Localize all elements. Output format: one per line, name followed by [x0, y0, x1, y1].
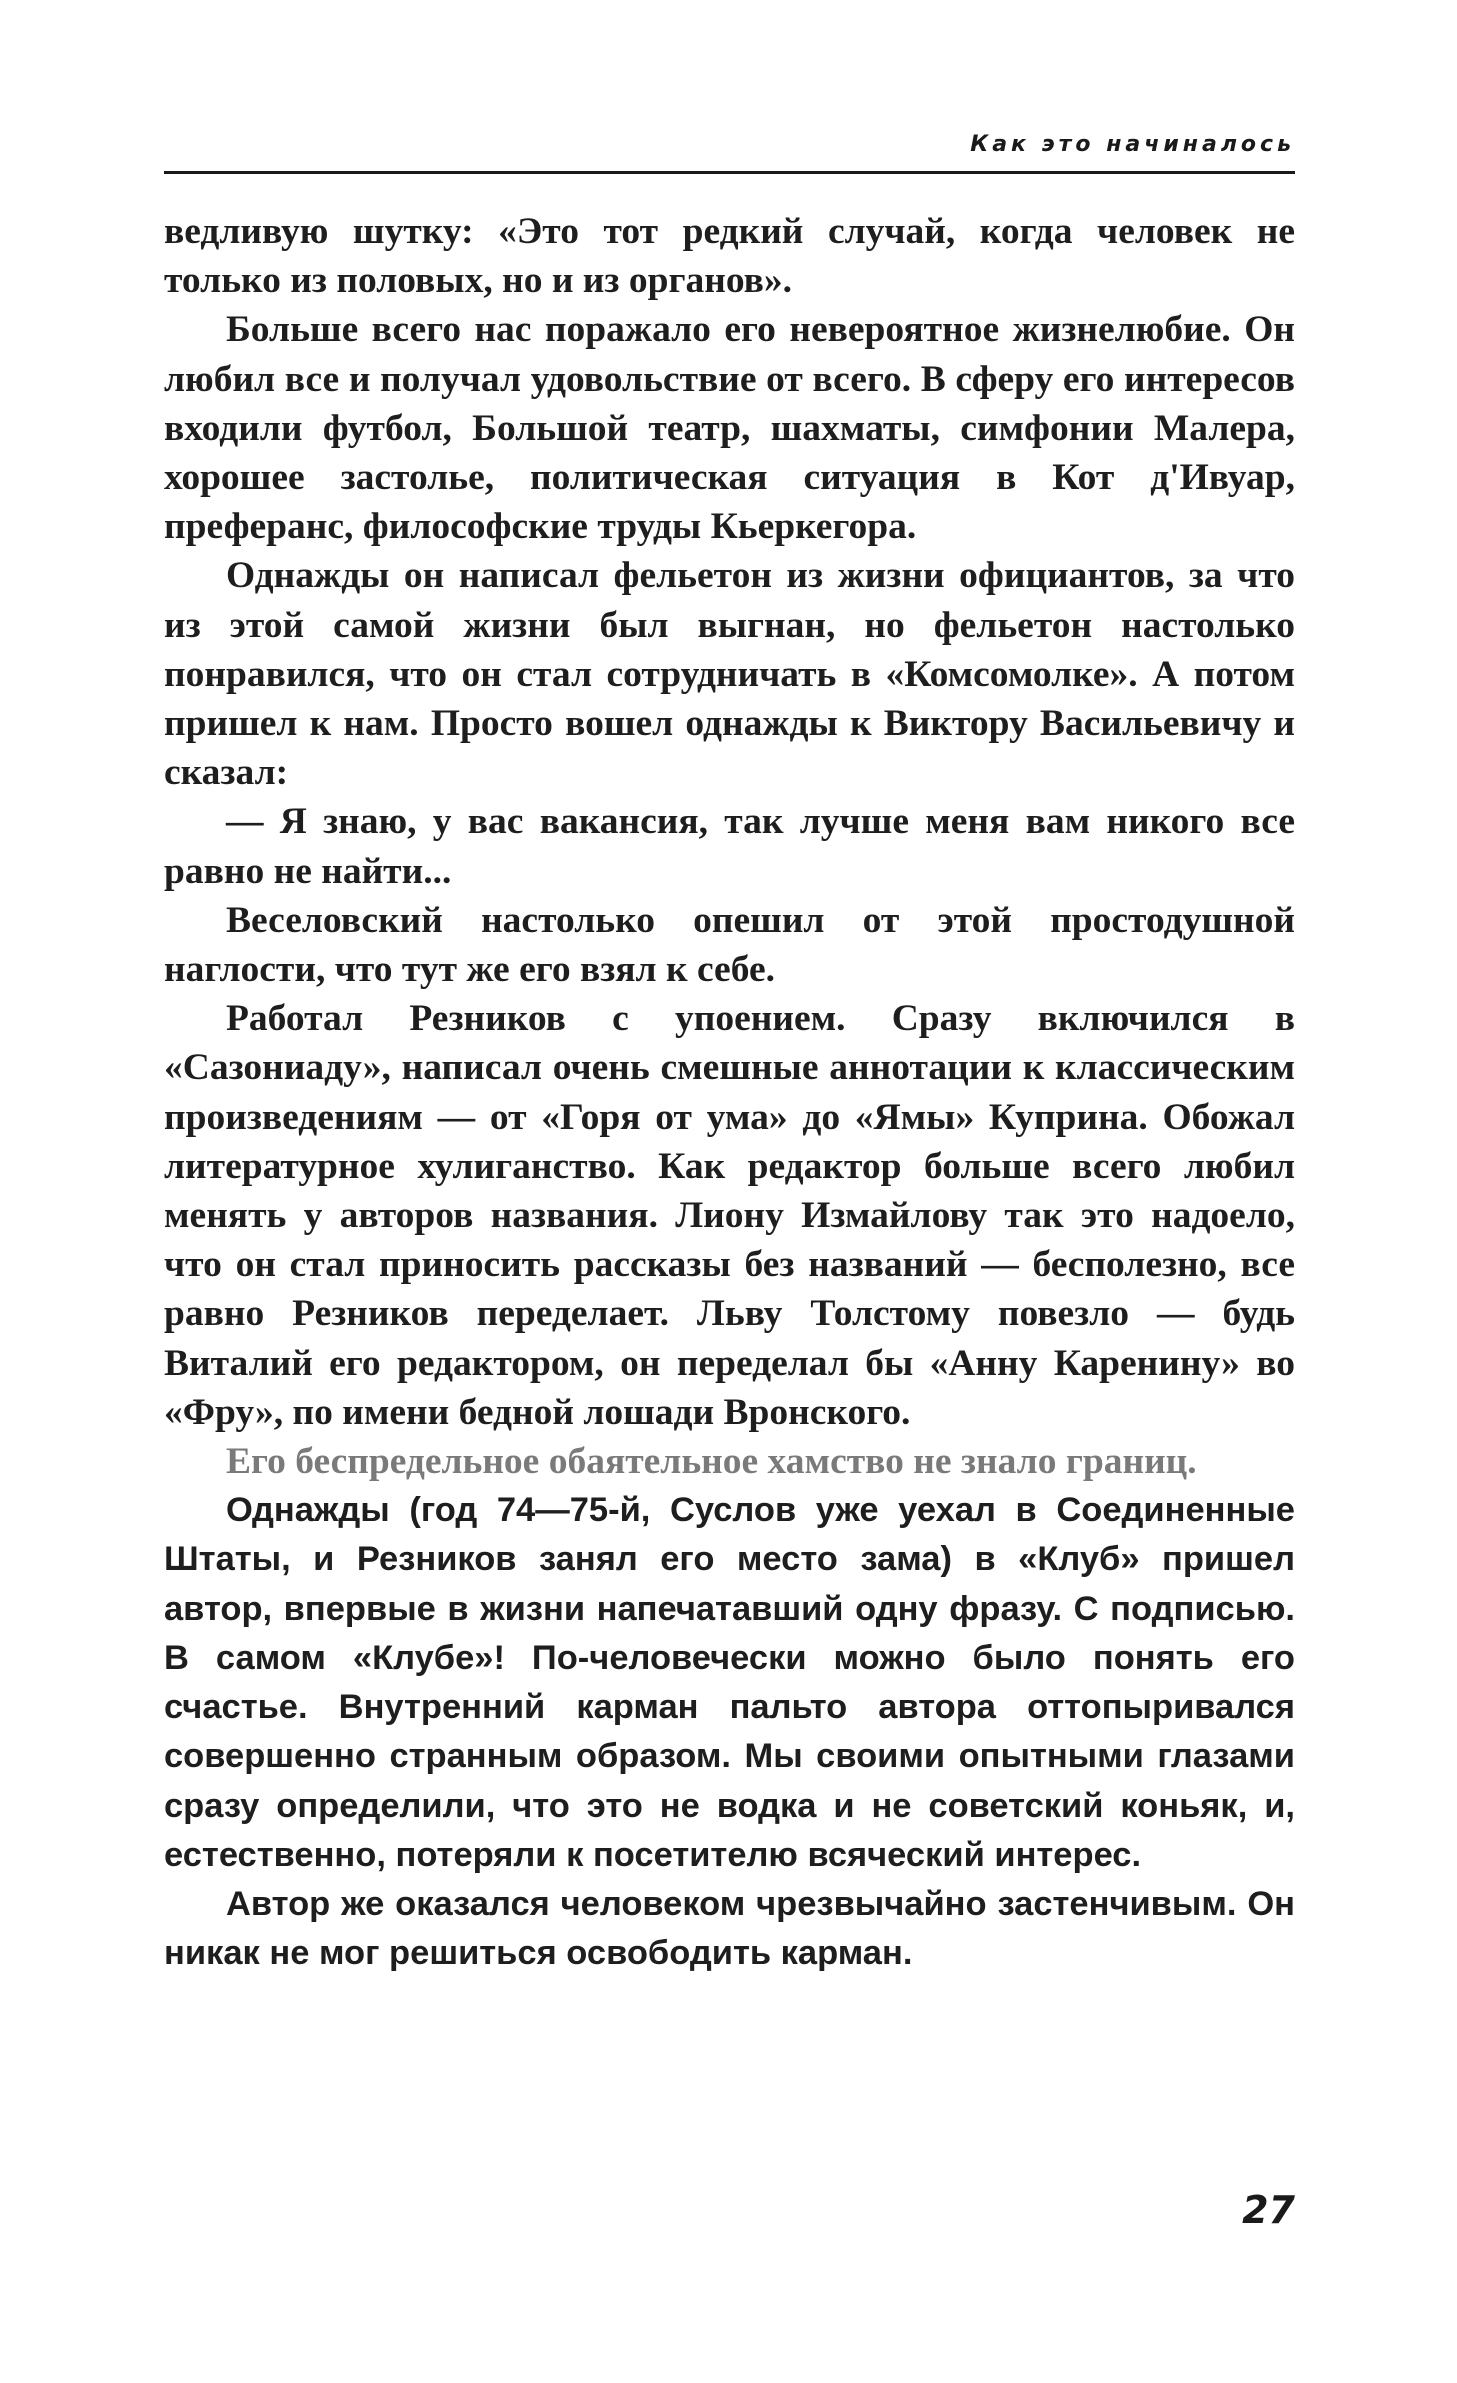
running-title: Как это начиналось	[970, 132, 1295, 157]
paragraph-4: — Я знаю, у вас вакансия, так лучше меня вам никого все равно не найти...	[164, 801, 1295, 892]
paragraph-1: ведливую шутку: «Это тот редкий случай, когда человек не только из половых, но и из органов».	[164, 211, 1295, 302]
header-rule	[164, 171, 1295, 174]
page-number: 27	[1242, 2188, 1295, 2232]
paragraph-6: Работал Резников с упоением. Сразу включился в «Сазониаду», написал очень смешные аннотации к классическим произведениям — от «Горя от ума» до «Ямы» Куприна. Обожал литературное хулиганство. Как редактор больше всего любил менять у авторов названия. Лиону Измайлову так это надоело, что он стал приносить рассказы без названий — бесполезно, все равно Резников переделает. Льву Толстому повезло — будь Виталий его редактором, он переделал бы «Анну Каренину» во «Фру», по имени бедной лошади Вронского.	[164, 998, 1295, 1433]
body-text	[164, 207, 1295, 1978]
paragraph-9: Автор же оказался человеком чрезвычайно застенчивым. Он никак не мог решиться освободить карман.	[164, 1884, 1295, 1973]
paragraph-2: Больше всего нас поражало его невероятное жизнелюбие. Он любил все и получал удовольствие от всего. В сферу его интересов входили футбол, Большой театр, шахматы, симфонии Малера, хорошее застолье, политическая ситуация в Кот д'Ивуар, преферанс, философские труды Кьеркегора.	[164, 309, 1295, 548]
paragraph-8: Однажды (год 74—75-й, Суслов уже уехал в Соединенные Штаты, и Резников занял его место зама) в «Клуб» пришел автор, впервые в жизни напечатавший одну фразу. С подписью. В самом «Клубе»! По-человечески можно было понять его счастье. Внутренний карман пальто автора оттопыривался совершенно странным образом. Мы своими опытными глазами сразу определили, что это не водка и не советский коньяк, и, естественно, потеряли к посетителю всяческий интерес.	[164, 1491, 1295, 1874]
paragraph-3: Однажды он написал фельетон из жизни официантов, за что из этой самой жизни был выгнан, но фельетон настолько понравился, что он стал сотрудничать в «Комсомолке». А потом пришел к нам. Просто вошел однажды к Виктору Васильевичу и сказал:	[164, 555, 1295, 794]
paragraph-5: Веселовский настолько опешил от этой простодушной наглости, что тут же его взял к себе.	[164, 899, 1295, 991]
paragraph-7: Его беспредельное обаятельное хамство не знало границ.	[226, 1441, 1197, 1483]
